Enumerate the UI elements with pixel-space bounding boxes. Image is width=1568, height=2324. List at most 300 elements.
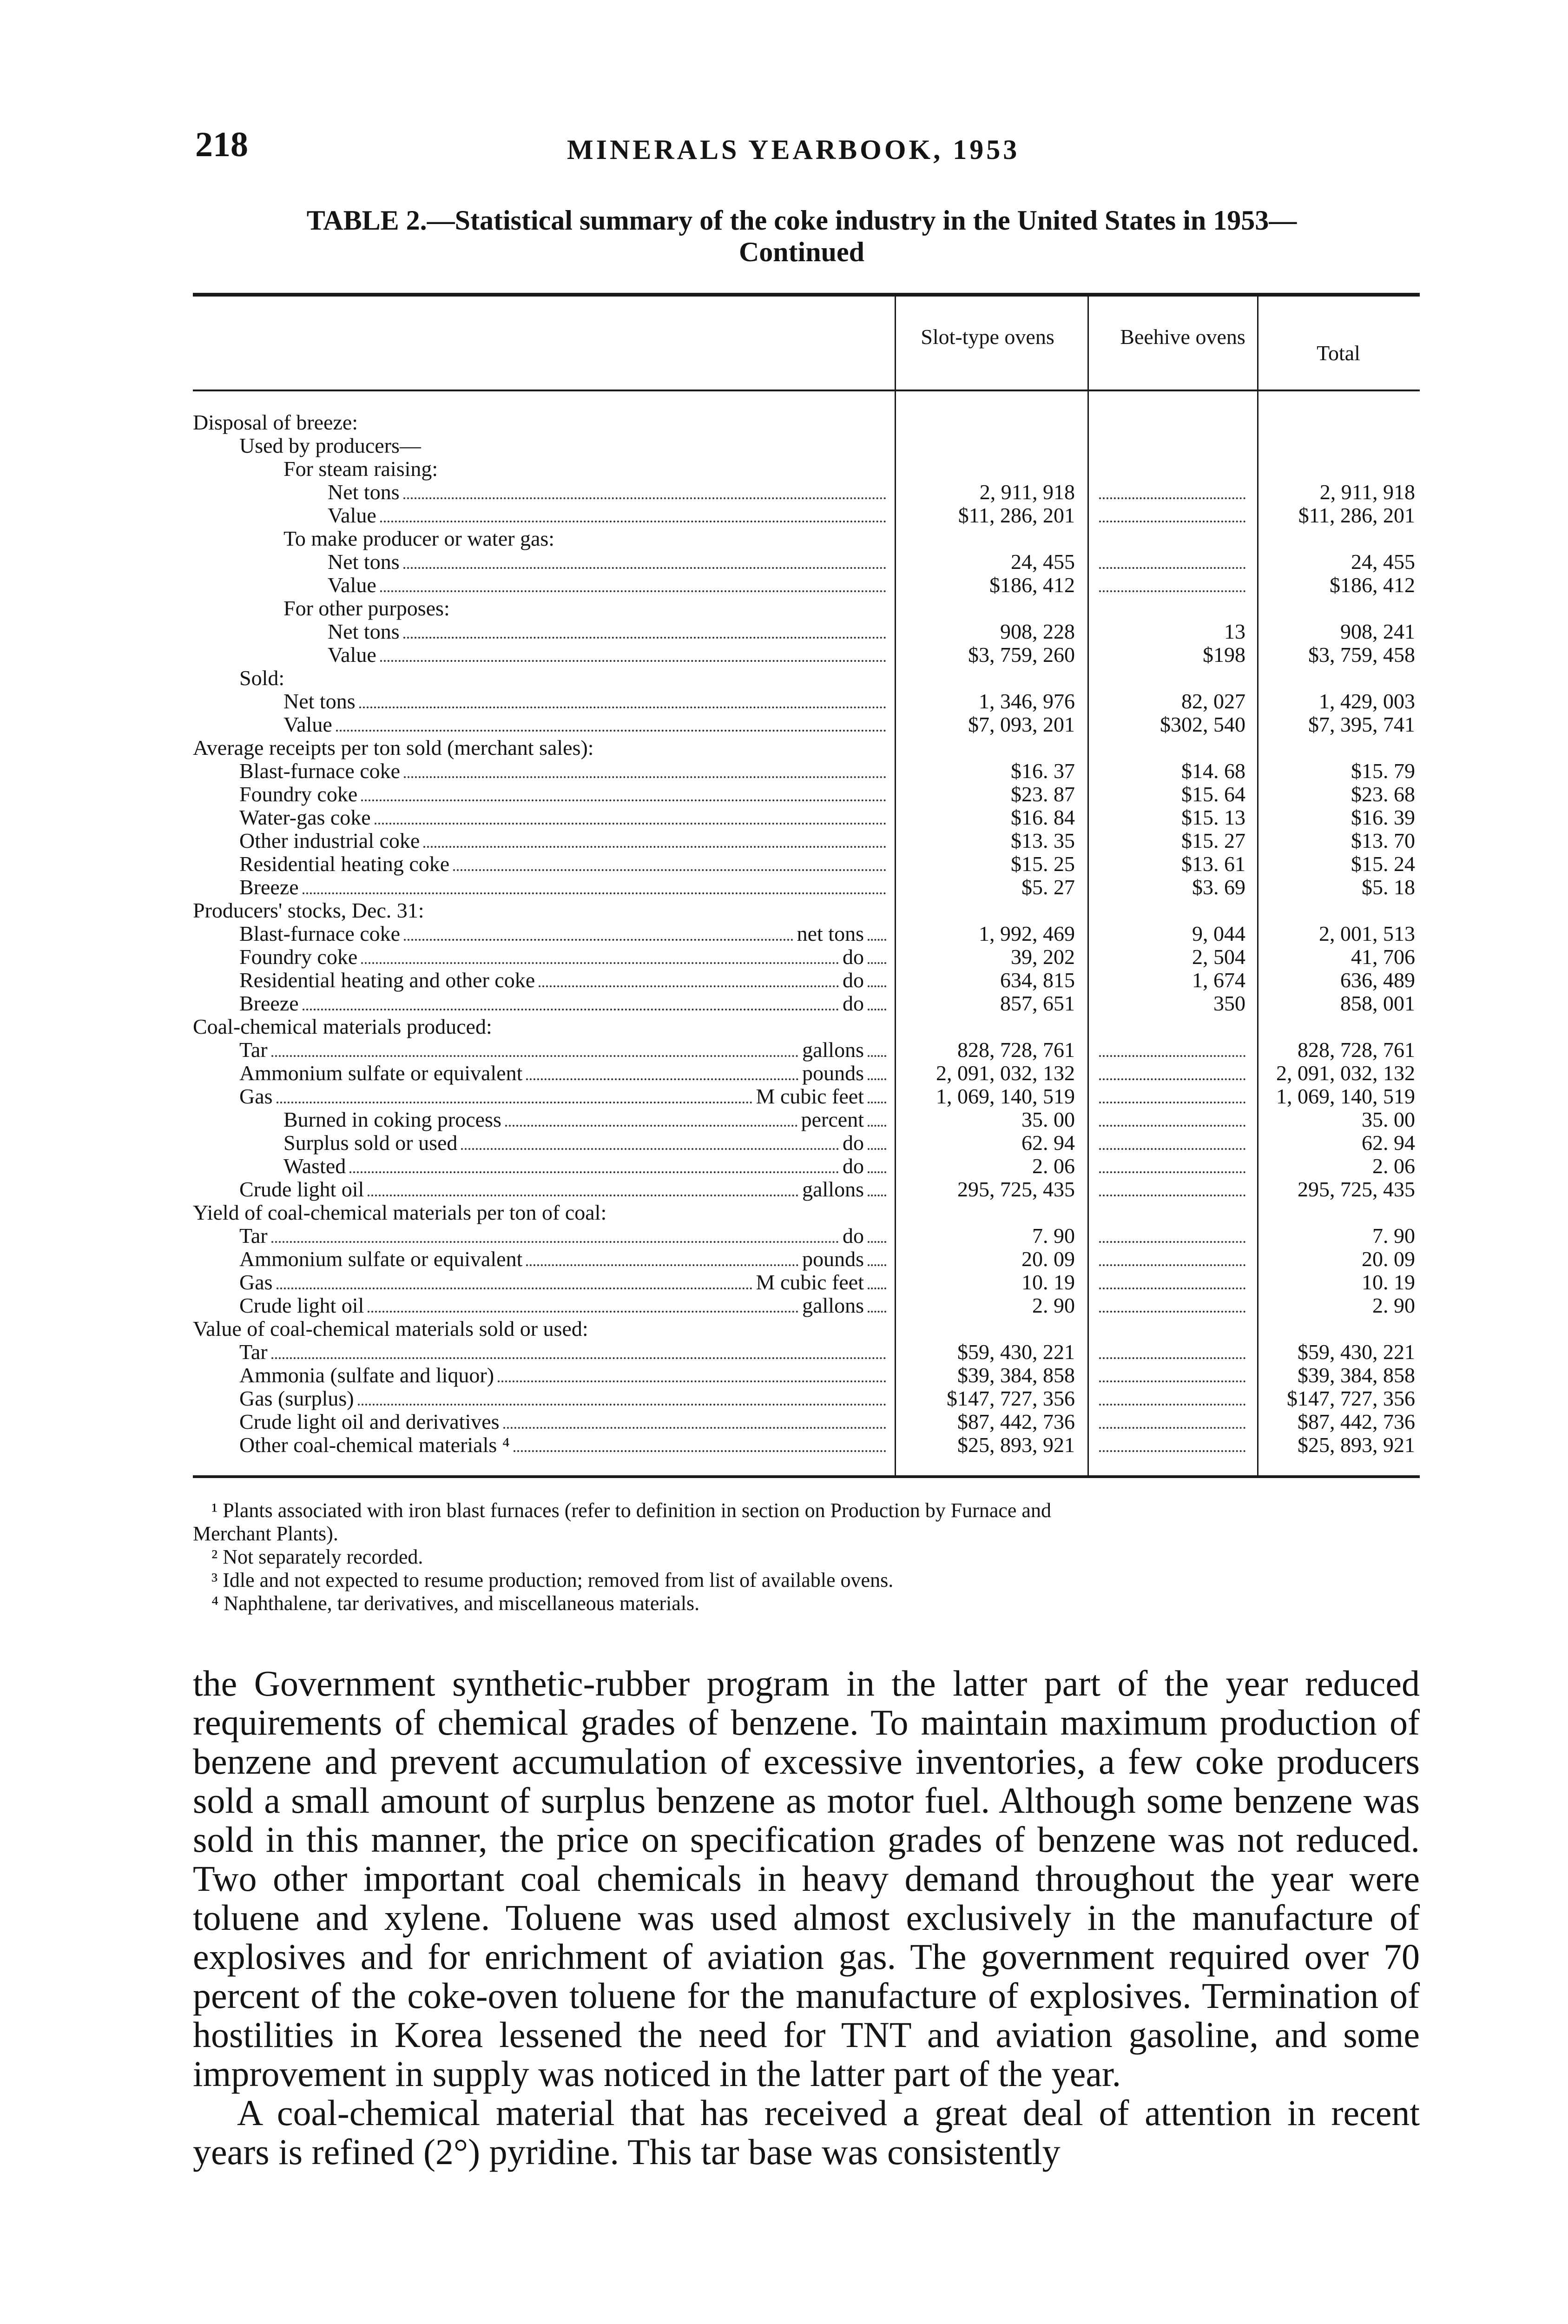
table-bottom-rule bbox=[193, 1475, 1420, 1478]
table-row bbox=[193, 1364, 1420, 1387]
table-row bbox=[193, 620, 1420, 643]
leader-dots bbox=[404, 776, 886, 778]
total-value: $15. 24 bbox=[1351, 852, 1415, 876]
leader-dots bbox=[380, 590, 886, 592]
table-row bbox=[193, 690, 1420, 713]
row-label bbox=[283, 1108, 890, 1132]
leader-dots bbox=[303, 1009, 839, 1010]
leader-dots bbox=[868, 1195, 886, 1196]
slot-type-value: $87, 442, 736 bbox=[957, 1410, 1075, 1433]
footnote: ¹ Plants associated with iron blast furnaces (refer to definition in section on Production by Furnace and bbox=[211, 1499, 1051, 1522]
row-unit: gallons bbox=[802, 1177, 864, 1201]
row-label bbox=[239, 1340, 890, 1365]
total-value: $23. 68 bbox=[1351, 782, 1415, 806]
beehive-value: $13. 61 bbox=[1181, 852, 1245, 876]
table-row bbox=[193, 574, 1420, 597]
footnote: ⁴ Naphthalene, tar derivatives, and miscellaneous materials. bbox=[211, 1592, 700, 1615]
table-row bbox=[193, 1062, 1420, 1085]
statistics-table bbox=[193, 293, 1420, 1478]
slot-type-value: $39, 384, 858 bbox=[957, 1363, 1075, 1387]
row-label-text: Net tons bbox=[328, 620, 400, 643]
row-label-text: Breeze bbox=[239, 991, 299, 1015]
not-recorded-dots bbox=[1099, 1224, 1245, 1243]
row-unit: pounds bbox=[802, 1247, 864, 1271]
slot-type-value: $15. 25 bbox=[1011, 852, 1075, 876]
row-unit: do bbox=[843, 1154, 864, 1178]
slot-type-value: $16. 84 bbox=[1011, 805, 1075, 829]
row-label-text: Gas bbox=[239, 1084, 273, 1108]
slot-type-value: $16. 37 bbox=[1011, 759, 1075, 783]
total-value: 1, 069, 140, 519 bbox=[1276, 1084, 1415, 1108]
row-label-text: Crude light oil bbox=[239, 1177, 364, 1201]
slot-type-value: $23. 87 bbox=[1011, 782, 1075, 806]
column-header-total: Total bbox=[1317, 341, 1360, 365]
slot-type-value: 62. 94 bbox=[1021, 1131, 1075, 1155]
row-label-text: Average receipts per ton sold (merchant sales): bbox=[193, 736, 594, 759]
not-recorded-dots bbox=[1099, 1364, 1245, 1382]
leader-dots bbox=[358, 1404, 886, 1406]
slot-type-value: $25, 893, 921 bbox=[957, 1433, 1075, 1457]
slot-type-value: $13. 35 bbox=[1011, 829, 1075, 852]
row-label bbox=[239, 922, 890, 946]
beehive-value: 82, 027 bbox=[1181, 689, 1245, 713]
row-unit: do bbox=[843, 991, 864, 1015]
row-label-text: Value bbox=[328, 503, 376, 527]
beehive-value: 1, 674 bbox=[1192, 968, 1245, 992]
total-value: 1, 429, 003 bbox=[1319, 689, 1415, 713]
leader-dots bbox=[423, 846, 886, 848]
leader-dots bbox=[403, 567, 886, 569]
row-label bbox=[328, 550, 890, 574]
row-label-text: Value of coal-chemical materials sold or used: bbox=[193, 1317, 588, 1340]
total-value: $11, 286, 201 bbox=[1298, 503, 1415, 527]
table-row bbox=[193, 481, 1420, 504]
not-recorded-dots bbox=[1099, 1433, 1245, 1452]
slot-type-value: 634, 815 bbox=[1000, 968, 1075, 992]
table-row bbox=[193, 992, 1420, 1015]
leader-dots bbox=[375, 823, 886, 825]
not-recorded-dots bbox=[1099, 1271, 1245, 1289]
slot-type-value: 10. 19 bbox=[1021, 1270, 1075, 1294]
table-row bbox=[193, 527, 1420, 550]
row-label-text: Other coal-chemical materials ⁴ bbox=[239, 1433, 510, 1457]
row-label-text: Value bbox=[283, 713, 332, 736]
footnotes bbox=[193, 1499, 1420, 1615]
row-label bbox=[283, 1131, 890, 1155]
table-row bbox=[193, 829, 1420, 852]
row-label bbox=[239, 829, 890, 853]
row-label-text: Used by producers— bbox=[239, 434, 421, 457]
leader-dots bbox=[868, 962, 886, 964]
row-label-text: Burned in coking process bbox=[283, 1108, 501, 1131]
slot-type-value: 828, 728, 761 bbox=[957, 1038, 1075, 1062]
leader-dots bbox=[503, 1427, 886, 1429]
row-label bbox=[239, 1410, 890, 1434]
table-row bbox=[193, 597, 1420, 620]
row-label bbox=[239, 806, 890, 830]
leader-dots bbox=[403, 637, 886, 639]
caption-line-1: TABLE 2.—Statistical summary of the coke industry in the United States in 1953— bbox=[306, 205, 1297, 236]
table-row bbox=[193, 1410, 1420, 1433]
total-value: $7, 395, 741 bbox=[1308, 713, 1415, 736]
row-label-text: For steam raising: bbox=[283, 457, 438, 481]
row-label bbox=[239, 434, 421, 457]
beehive-value: $15. 13 bbox=[1181, 805, 1245, 829]
row-label-text: Net tons bbox=[283, 689, 356, 713]
leader-dots bbox=[461, 1148, 839, 1150]
table-row bbox=[193, 806, 1420, 829]
table-row bbox=[193, 1131, 1420, 1155]
table-row bbox=[193, 504, 1420, 527]
total-value: $3, 759, 458 bbox=[1308, 643, 1415, 667]
row-label bbox=[239, 759, 890, 784]
row-label bbox=[283, 527, 554, 550]
row-label bbox=[193, 736, 594, 759]
slot-type-value: 857, 651 bbox=[1000, 991, 1075, 1015]
slot-type-value: $147, 727, 356 bbox=[947, 1386, 1075, 1410]
total-value: $25, 893, 921 bbox=[1298, 1433, 1415, 1457]
row-unit: do bbox=[843, 1224, 864, 1248]
running-title: MINERALS YEARBOOK, 1953 bbox=[567, 134, 1020, 165]
row-label-text: Producers' stocks, Dec. 31: bbox=[193, 898, 424, 922]
slot-type-value: $5. 27 bbox=[1021, 875, 1075, 899]
leader-dots bbox=[271, 1241, 839, 1243]
total-value: 2. 90 bbox=[1372, 1294, 1415, 1317]
table-row bbox=[193, 783, 1420, 806]
slot-type-value: 1, 992, 469 bbox=[979, 922, 1075, 945]
total-value: 62. 94 bbox=[1362, 1131, 1415, 1155]
total-value: 24, 455 bbox=[1351, 550, 1415, 574]
not-recorded-dots bbox=[1099, 1178, 1245, 1196]
row-label bbox=[193, 899, 424, 922]
beehive-value: 9, 044 bbox=[1192, 922, 1245, 945]
total-value: 295, 725, 435 bbox=[1298, 1177, 1415, 1201]
row-label bbox=[239, 1038, 890, 1063]
row-label bbox=[193, 1201, 606, 1224]
row-label-text: Wasted bbox=[283, 1154, 346, 1178]
beehive-value: $3. 69 bbox=[1192, 875, 1245, 899]
leader-dots bbox=[361, 962, 839, 964]
body-text bbox=[193, 1664, 1420, 2172]
leader-dots bbox=[505, 1125, 797, 1127]
row-label bbox=[328, 481, 890, 505]
table-row bbox=[193, 1201, 1420, 1224]
beehive-value: $15. 27 bbox=[1181, 829, 1245, 852]
table-row bbox=[193, 1340, 1420, 1364]
slot-type-value: $59, 430, 221 bbox=[957, 1340, 1075, 1364]
total-value: $87, 442, 736 bbox=[1298, 1410, 1415, 1433]
row-label bbox=[239, 1178, 890, 1202]
slot-type-value: 1, 069, 140, 519 bbox=[936, 1084, 1075, 1108]
row-label-text: Value bbox=[328, 643, 376, 667]
not-recorded-dots bbox=[1099, 1248, 1245, 1266]
row-label bbox=[283, 597, 450, 620]
column-divider bbox=[1087, 297, 1089, 390]
table-row bbox=[193, 876, 1420, 899]
column-header-slot-type: Slot-type ovens bbox=[921, 325, 1054, 349]
total-value: 10. 19 bbox=[1362, 1270, 1415, 1294]
total-value: 41, 706 bbox=[1351, 945, 1415, 969]
not-recorded-dots bbox=[1099, 1294, 1245, 1313]
not-recorded-dots bbox=[1099, 1387, 1245, 1406]
table-row bbox=[193, 852, 1420, 876]
total-value: 636, 489 bbox=[1340, 968, 1415, 992]
table-row bbox=[193, 899, 1420, 922]
table-row bbox=[193, 1038, 1420, 1062]
leader-dots bbox=[271, 1055, 798, 1057]
table-row bbox=[193, 457, 1420, 481]
table-row bbox=[193, 667, 1420, 690]
row-label-text: Ammonium sulfate or equivalent bbox=[239, 1061, 523, 1085]
total-value: $39, 384, 858 bbox=[1298, 1363, 1415, 1387]
table-body bbox=[193, 391, 1420, 1475]
row-label-text: Disposal of breeze: bbox=[193, 410, 358, 434]
row-label bbox=[193, 411, 358, 434]
leader-dots bbox=[526, 1078, 798, 1080]
slot-type-value: 24, 455 bbox=[1011, 550, 1075, 574]
page-number: 218 bbox=[195, 125, 248, 164]
row-unit: percent bbox=[801, 1108, 864, 1131]
total-value: $147, 727, 356 bbox=[1287, 1386, 1415, 1410]
total-value: 7. 90 bbox=[1372, 1224, 1415, 1248]
row-label-text: Ammonia (sulfate and liquor) bbox=[239, 1363, 494, 1387]
leader-dots bbox=[868, 1287, 886, 1289]
beehive-value: 350 bbox=[1213, 991, 1245, 1015]
row-label-text: Residential heating and other coke bbox=[239, 968, 535, 992]
total-value: $16. 39 bbox=[1351, 805, 1415, 829]
caption-line-2: Continued bbox=[738, 237, 865, 267]
table-row bbox=[193, 969, 1420, 992]
row-label-text: Tar bbox=[239, 1038, 268, 1062]
row-label-text: Water-gas coke bbox=[239, 805, 371, 829]
table-caption bbox=[186, 205, 1417, 268]
row-label-text: Crude light oil bbox=[239, 1294, 364, 1317]
slot-type-value: 7. 90 bbox=[1032, 1224, 1075, 1248]
row-label-text: Coal-chemical materials produced: bbox=[193, 1015, 492, 1038]
slot-type-value: 1, 346, 976 bbox=[979, 689, 1075, 713]
total-value: $5. 18 bbox=[1362, 875, 1415, 899]
leader-dots bbox=[539, 985, 839, 987]
leader-dots bbox=[868, 985, 886, 987]
table-row bbox=[193, 1085, 1420, 1108]
body-paragraph: the Government synthetic-rubber program in the latter part of the year reduced requirements of chemical grades of benzene. To maintain maximum production of benzene and prevent accumulation of excessive inventories, a few coke producers sold a small amount of surplus benzene as motor fuel. Although some benzene was sold in this manner, the price on specification grades of benzene was not reduced. Two other important coal chemicals in heavy demand throughout the year were toluene and xylene. Toluene was used almost exclusively in the manufacture of explosives and for enrichment of aviation gas. The government required over 70 percent of the coke-oven toluene for the manufacture of explosives. Termination of hostilities in Korea lessened the need for TNT and aviation gasoline, and some improvement in supply was noticed in the latter part of the year. bbox=[193, 1663, 1420, 2094]
total-value: 908, 241 bbox=[1340, 620, 1415, 643]
leader-dots bbox=[453, 869, 886, 871]
table-row bbox=[193, 945, 1420, 969]
table-row bbox=[193, 550, 1420, 574]
row-label-text: Residential heating coke bbox=[239, 852, 450, 876]
row-label bbox=[239, 1433, 890, 1458]
row-label-text: Blast-furnace coke bbox=[239, 759, 401, 783]
slot-type-value: $186, 412 bbox=[989, 573, 1075, 597]
total-value: $13. 70 bbox=[1351, 829, 1415, 852]
slot-type-value: 2. 90 bbox=[1032, 1294, 1075, 1317]
slot-type-value: 295, 725, 435 bbox=[957, 1177, 1075, 1201]
leader-dots bbox=[868, 1102, 886, 1103]
beehive-value: $198 bbox=[1203, 643, 1245, 667]
table-row bbox=[193, 1294, 1420, 1317]
leader-dots bbox=[514, 1450, 886, 1452]
row-label-text: Breeze bbox=[239, 875, 299, 899]
row-label-text: Net tons bbox=[328, 550, 400, 574]
row-label-text: Net tons bbox=[328, 480, 400, 504]
table-row bbox=[193, 643, 1420, 667]
leader-dots bbox=[404, 939, 793, 941]
row-label bbox=[239, 783, 890, 807]
beehive-value: 13 bbox=[1224, 620, 1245, 643]
row-label-text: Tar bbox=[239, 1224, 268, 1248]
row-label bbox=[239, 1062, 890, 1086]
row-label bbox=[239, 1271, 890, 1295]
slot-type-value: 39, 202 bbox=[1011, 945, 1075, 969]
table-row bbox=[193, 1015, 1420, 1038]
leader-dots bbox=[868, 1264, 886, 1266]
row-unit: M cubic feet bbox=[756, 1270, 864, 1294]
table-row bbox=[193, 713, 1420, 736]
leader-dots bbox=[277, 1102, 752, 1103]
leader-dots bbox=[403, 497, 886, 499]
row-label bbox=[328, 620, 890, 644]
leader-dots bbox=[271, 1357, 886, 1359]
row-label bbox=[283, 690, 890, 714]
beehive-value: 2, 504 bbox=[1192, 945, 1245, 969]
row-label-text: To make producer or water gas: bbox=[283, 527, 555, 550]
total-value: 858, 001 bbox=[1340, 991, 1415, 1015]
column-header-beehive: Beehive ovens bbox=[1120, 325, 1245, 349]
row-unit: pounds bbox=[802, 1061, 864, 1085]
table-row bbox=[193, 1433, 1420, 1457]
not-recorded-dots bbox=[1099, 1131, 1245, 1150]
row-label bbox=[283, 457, 438, 481]
row-label bbox=[239, 1248, 890, 1272]
leader-dots bbox=[349, 1171, 839, 1173]
leader-dots bbox=[868, 939, 886, 941]
table-row bbox=[193, 1224, 1420, 1248]
table-row bbox=[193, 1317, 1420, 1340]
table-row bbox=[193, 759, 1420, 783]
leader-dots bbox=[868, 1078, 886, 1080]
slot-type-value: 2. 06 bbox=[1032, 1154, 1075, 1178]
row-unit: M cubic feet bbox=[756, 1084, 864, 1108]
page-header bbox=[195, 125, 1403, 176]
row-unit: do bbox=[843, 968, 864, 992]
row-label bbox=[239, 945, 890, 970]
table-row bbox=[193, 434, 1420, 457]
table-row bbox=[193, 1178, 1420, 1201]
row-label-text: For other purposes: bbox=[283, 596, 450, 620]
slot-type-value: $3, 759, 260 bbox=[968, 643, 1075, 667]
table-top-rule bbox=[193, 293, 1420, 297]
row-label bbox=[239, 1294, 890, 1318]
leader-dots bbox=[526, 1264, 798, 1266]
total-value: 2, 001, 513 bbox=[1319, 922, 1415, 945]
leader-dots bbox=[868, 1241, 886, 1243]
row-unit: gallons bbox=[802, 1038, 864, 1062]
footnote: ² Not separately recorded. bbox=[211, 1545, 423, 1568]
row-label-text: Value bbox=[328, 573, 376, 597]
total-value: $59, 430, 221 bbox=[1298, 1340, 1415, 1364]
row-label bbox=[239, 1085, 890, 1109]
table-row bbox=[193, 1271, 1420, 1294]
total-value: 828, 728, 761 bbox=[1298, 1038, 1415, 1062]
total-value: 35. 00 bbox=[1362, 1108, 1415, 1131]
not-recorded-dots bbox=[1099, 1340, 1245, 1359]
row-label-text: Foundry coke bbox=[239, 945, 358, 969]
table-header-row bbox=[193, 297, 1420, 390]
row-label-text: Sold: bbox=[239, 666, 285, 690]
leader-dots bbox=[359, 706, 886, 708]
not-recorded-dots bbox=[1099, 1038, 1245, 1057]
table-row bbox=[193, 1108, 1420, 1131]
not-recorded-dots bbox=[1099, 1155, 1245, 1173]
slot-type-value: 2, 911, 918 bbox=[979, 480, 1075, 504]
not-recorded-dots bbox=[1099, 1085, 1245, 1103]
row-label bbox=[328, 504, 890, 528]
row-label-text: Blast-furnace coke bbox=[239, 922, 401, 945]
total-value: 2, 911, 918 bbox=[1319, 480, 1415, 504]
not-recorded-dots bbox=[1099, 481, 1245, 499]
total-value: $15. 79 bbox=[1351, 759, 1415, 783]
leader-dots bbox=[361, 799, 886, 801]
row-label bbox=[283, 713, 890, 737]
not-recorded-dots bbox=[1099, 504, 1245, 522]
row-label bbox=[239, 1364, 890, 1388]
table-row bbox=[193, 1387, 1420, 1410]
total-value: 2, 091, 032, 132 bbox=[1276, 1061, 1415, 1085]
row-unit: do bbox=[843, 945, 864, 969]
row-label-text: Other industrial coke bbox=[239, 829, 420, 852]
not-recorded-dots bbox=[1099, 1062, 1245, 1080]
row-label-text: Yield of coal-chemical materials per ton of coal: bbox=[193, 1201, 607, 1224]
leader-dots bbox=[868, 1009, 886, 1010]
slot-type-value: 908, 228 bbox=[1000, 620, 1075, 643]
table-row bbox=[193, 736, 1420, 759]
total-value: 2. 06 bbox=[1372, 1154, 1415, 1178]
leader-dots bbox=[868, 1148, 886, 1150]
row-label-text: Gas bbox=[239, 1270, 273, 1294]
leader-dots bbox=[368, 1195, 798, 1196]
row-label bbox=[328, 574, 890, 598]
row-label-text: Ammonium sulfate or equivalent bbox=[239, 1247, 523, 1271]
footnote: ³ Idle and not expected to resume production; removed from list of available ovens. bbox=[211, 1569, 894, 1591]
row-label-text: Gas (surplus) bbox=[239, 1386, 354, 1410]
not-recorded-dots bbox=[1099, 1410, 1245, 1429]
leader-dots bbox=[380, 521, 886, 522]
not-recorded-dots bbox=[1099, 550, 1245, 569]
leader-dots bbox=[380, 660, 886, 662]
row-unit: net tons bbox=[797, 922, 864, 945]
footnote: Merchant Plants). bbox=[193, 1522, 338, 1545]
not-recorded-dots bbox=[1099, 1108, 1245, 1127]
table-row bbox=[193, 1155, 1420, 1178]
row-label bbox=[193, 1015, 492, 1038]
table-row bbox=[193, 411, 1420, 434]
leader-dots bbox=[868, 1055, 886, 1057]
beehive-value: $15. 64 bbox=[1181, 782, 1245, 806]
row-label bbox=[239, 876, 890, 900]
leader-dots bbox=[868, 1311, 886, 1313]
leader-dots bbox=[498, 1380, 886, 1382]
slot-type-value: 35. 00 bbox=[1021, 1108, 1075, 1131]
body-paragraph: A coal-chemical material that has received a great deal of attention in recent years is refined (2°) pyridine. This tar base was consistently bbox=[193, 2093, 1420, 2172]
row-unit: do bbox=[843, 1131, 864, 1155]
total-value: $186, 412 bbox=[1330, 573, 1415, 597]
leader-dots bbox=[368, 1311, 798, 1313]
not-recorded-dots bbox=[1099, 574, 1245, 592]
table-row bbox=[193, 922, 1420, 945]
row-label-text: Foundry coke bbox=[239, 782, 358, 806]
row-label bbox=[328, 643, 890, 667]
